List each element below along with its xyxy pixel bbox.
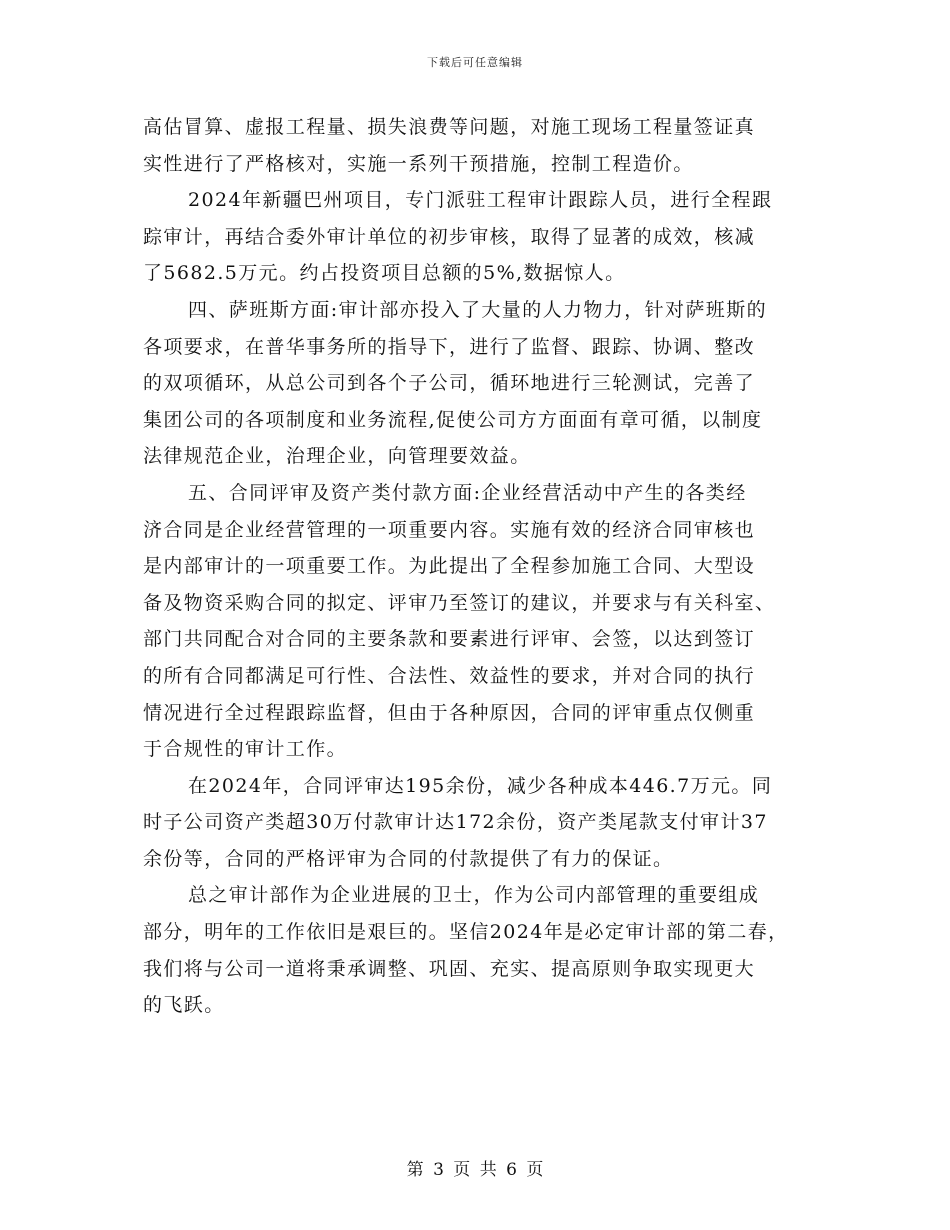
paragraph-line: 高估冒算、虚报工程量、损失浪费等问题，对施工现场工程量签证真 — [143, 116, 756, 138]
paragraph-line: 的所有合同都满足可行性、合法性、效益性的要求，并对合同的执行 — [143, 664, 756, 687]
paragraph-line: 2024年新疆巴州项目，专门派驻工程审计跟踪人员，进行全程跟 — [188, 189, 773, 212]
page-header: 下载后可任意编辑 — [427, 56, 523, 69]
paragraph-line: 余份等，合同的严格评审为合同的付款提供了有力的保证。 — [143, 847, 674, 870]
paragraph-line: 部门共同配合对合同的主要条款和要素进行评审、会签，以达到签订 — [143, 628, 756, 651]
page-footer: 第 3 页 共 6 页 — [406, 1160, 544, 1180]
paragraph-line: 济合同是企业经营管理的一项重要内容。实施有效的经济合同审核也 — [143, 518, 756, 541]
paragraph-line: 集团公司的各项制度和业务流程,促使公司方方面面有章可循，以制度 — [143, 408, 763, 431]
paragraph-line: 备及物资采购合同的拟定、评审乃至签订的建议，并要求与有关科室、 — [143, 591, 776, 614]
paragraph-line: 五、合同评审及资产类付款方面:企业经营活动中产生的各类经 — [188, 481, 747, 504]
paragraph-line: 在2024年，合同评审达195余份，减少各种成本446.7万元。同 — [188, 774, 773, 797]
paragraph-line: 的飞跃。 — [143, 994, 225, 1017]
paragraph-line: 部分，明年的工作依旧是艰巨的。坚信2024年是必定审计部的第二春， — [143, 921, 789, 944]
paragraph-line: 各项要求，在普华事务所的指导下，进行了监督、跟踪、协调、整改 — [143, 335, 756, 358]
paragraph-line: 踪审计，再结合委外审计单位的初步审核，取得了显著的成效，核减 — [143, 225, 756, 248]
paragraph-line: 四、萨班斯方面:审计部亦投入了大量的人力物力，针对萨班斯的 — [188, 298, 768, 321]
paragraph-line: 实性进行了严格核对，实施一系列干预措施，控制工程造价。 — [143, 152, 694, 175]
paragraph-line: 我们将与公司一道将秉承调整、巩固、充实、提高原则争取实现更大 — [143, 957, 756, 980]
paragraph-line: 情况进行全过程跟踪监督，但由于各种原因，合同的评审重点仅侧重 — [143, 701, 756, 724]
paragraph-line: 了5682.5万元。约占投资项目总额的5%,数据惊人。 — [143, 262, 626, 285]
document-body — [143, 109, 813, 1024]
paragraph-line: 时子公司资产类超30万付款审计达172余份，资产类尾款支付审计37 — [143, 811, 768, 834]
paragraph-line: 的双项循环，从总公司到各个子公司，循环地进行三轮测试，完善了 — [143, 372, 756, 395]
paragraph-line: 总之审计部作为企业进展的卫士，作为公司内部管理的重要组成 — [188, 884, 760, 907]
paragraph-line: 于合规性的审计工作。 — [143, 738, 348, 761]
paragraph-line: 是内部审计的一项重要工作。为此提出了全程参加施工合同、大型设 — [143, 555, 756, 578]
paragraph-line: 法律规范企业，治理企业，向管理要效益。 — [143, 445, 531, 468]
